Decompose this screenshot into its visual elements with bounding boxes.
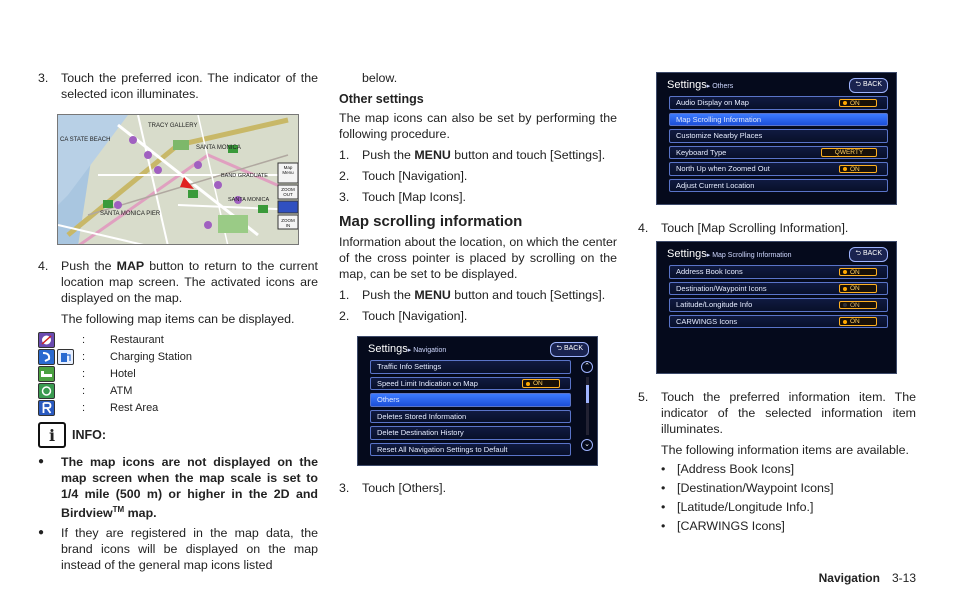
on-indicator: ON xyxy=(839,268,877,277)
map-scrolling-heading: Map scrolling information xyxy=(339,213,523,230)
bullet-dot: • xyxy=(661,500,666,514)
rest-area-icon xyxy=(38,400,55,416)
step-number: 3. xyxy=(38,71,49,85)
row-label: Deletes Stored Information xyxy=(377,411,467,421)
map-label: BAND GRADUATE xyxy=(221,173,268,179)
bullet-dot: • xyxy=(661,519,666,533)
screen-title: Settings xyxy=(368,343,408,355)
screen-breadcrumb: ▸ Others xyxy=(706,83,734,90)
step-number: 4. xyxy=(638,221,649,235)
row-label: Traffic Info Settings xyxy=(377,362,442,371)
step-text: Touch [Others]. xyxy=(362,481,447,495)
step-note: The following information items are available. xyxy=(661,443,909,457)
on-indicator: ON xyxy=(522,379,560,388)
row-label: Adjust Current Location xyxy=(676,180,755,190)
on-indicator: ON xyxy=(839,284,877,293)
continued-text: below. xyxy=(362,71,398,85)
bullet-dot: ● xyxy=(38,456,45,467)
row-latitude-longitude-info[interactable] xyxy=(669,298,888,312)
zoom-in-button[interactable]: ZOOM IN xyxy=(281,218,295,228)
row-label: Address Book Icons xyxy=(676,267,743,276)
scroll-step-3 xyxy=(339,480,617,496)
row-label: Reset All Navigation Settings to Default xyxy=(377,444,508,454)
step-text: Touch [Map Icons]. xyxy=(362,190,466,204)
step-text-pre: Push the xyxy=(61,259,117,273)
hotel-icon xyxy=(38,366,55,382)
info-item-label: [Address Book Icons] xyxy=(677,462,795,476)
atm-icon xyxy=(38,383,55,399)
legend-label: Rest Area xyxy=(110,401,159,414)
column-2 xyxy=(339,70,617,496)
step-text: Touch [Map Scrolling Information]. xyxy=(661,221,849,235)
scroll-step-2 xyxy=(339,308,617,324)
scroll-track[interactable] xyxy=(586,377,589,435)
step-number: 1. xyxy=(339,148,350,162)
scroll-step-1 xyxy=(339,287,617,303)
navigation-settings-screen xyxy=(357,336,598,466)
legend-row-restaurant xyxy=(38,331,318,348)
step-number: 2. xyxy=(339,309,350,323)
step-note: The following map items can be displayed. xyxy=(61,312,295,326)
info-bullet-2 xyxy=(38,525,318,573)
footer-section: Navigation xyxy=(818,571,880,585)
step-number: 2. xyxy=(339,169,350,183)
charging-station-icon xyxy=(57,349,74,365)
bullet-text-end: map. xyxy=(124,506,157,521)
step-number: 4. xyxy=(38,259,49,273)
map-key-label: MAP xyxy=(116,259,145,273)
page-footer xyxy=(819,571,916,585)
legend-label: Restaurant xyxy=(110,333,164,346)
info-icon: i xyxy=(38,422,66,448)
bullet-text: The map icons are not displayed on the map screen when the map scale is set to 1/4 mile (500 m) or higher in the 2D and Birdview xyxy=(61,455,318,521)
other-settings-heading: Other settings xyxy=(339,92,424,106)
other-settings-para: The map icons can also be set by performing the following procedure. xyxy=(339,111,617,141)
scrollbar[interactable] xyxy=(581,361,593,463)
trademark-sup: TM xyxy=(112,505,125,514)
step-4-map xyxy=(38,258,318,306)
map-label: SANTA MONICA PIER xyxy=(100,211,161,217)
charging-station-icon xyxy=(38,349,55,365)
column-1 xyxy=(38,70,318,573)
row-label: North Up when Zoomed Out xyxy=(676,164,770,173)
map-label: SANTA MONICA xyxy=(228,197,270,203)
legend-label: Charging Station xyxy=(110,350,192,363)
row-label: Keyboard Type xyxy=(676,147,727,157)
screen-header xyxy=(657,73,896,93)
row-label: Speed Limit Indication on Map xyxy=(377,378,478,388)
step-text: Touch the preferred information item. The indicator of the selected information item illuminates. xyxy=(661,390,916,436)
column-3 xyxy=(638,72,916,534)
restaurant-icon xyxy=(38,332,55,348)
on-indicator: ON xyxy=(839,165,877,174)
screen-title: Settings xyxy=(667,248,707,260)
back-button[interactable]: ⮌ BACK xyxy=(849,247,888,262)
step-5-touch xyxy=(638,389,916,437)
step-text: Touch [Navigation]. xyxy=(362,309,468,323)
map-items-legend xyxy=(38,331,318,416)
on-indicator: ON xyxy=(839,317,877,326)
row-speed-limit-indication[interactable] xyxy=(370,377,571,391)
step-text: Touch [Navigation]. xyxy=(362,169,468,183)
legend-colon: : xyxy=(82,384,86,397)
screen-header xyxy=(657,242,896,262)
step-3-icon xyxy=(38,70,318,102)
step-number: 5. xyxy=(638,390,649,404)
info-item-label: [Destination/Waypoint Icons] xyxy=(677,481,834,495)
info-item xyxy=(638,480,916,496)
row-audio-display-on-map[interactable] xyxy=(669,96,888,110)
row-others[interactable] xyxy=(370,393,571,407)
legend-colon: : xyxy=(82,401,86,414)
legend-row-charging xyxy=(38,348,318,365)
screen-breadcrumb: ▸ Map Scrolling Information xyxy=(706,252,792,259)
step-number: 3. xyxy=(339,481,350,495)
row-destination-waypoint-icons[interactable] xyxy=(669,282,888,296)
screen-title: Settings xyxy=(667,79,707,91)
other-step-2 xyxy=(339,168,617,184)
step-4-touch xyxy=(638,220,916,236)
legend-label: ATM xyxy=(110,384,133,397)
scroll-down-icon[interactable]: ⌄ xyxy=(581,439,593,451)
row-label: Destination/Waypoint Icons xyxy=(676,283,767,293)
step-number: 3. xyxy=(339,190,350,204)
row-map-scrolling-information[interactable] xyxy=(669,113,888,127)
info-item xyxy=(638,461,916,477)
row-carwings-icons[interactable] xyxy=(669,315,888,329)
step-text xyxy=(61,258,318,306)
keyboard-type-value: QWERTY xyxy=(821,148,877,157)
map-screenshot xyxy=(57,114,299,245)
step-text-post: button to return to the current location map screen. The activated icons are displayed on the map. xyxy=(61,259,318,305)
row-label: Audio Display on Map xyxy=(676,98,749,107)
row-label: Delete Destination History xyxy=(377,428,464,437)
screen-header xyxy=(358,337,597,357)
map-scrolling-para: Information about the location, on which the center of the cross pointer is placed by scrolling on the map, can be set to be displayed. xyxy=(339,235,617,281)
row-reset-navigation-settings[interactable] xyxy=(370,443,571,457)
back-label: BACK xyxy=(862,80,882,88)
menu-key-label: MENU xyxy=(414,148,451,162)
row-label: Map Scrolling Information xyxy=(676,114,762,124)
on-indicator: ON xyxy=(839,301,877,310)
info-item xyxy=(638,518,916,534)
row-address-book-icons[interactable] xyxy=(669,265,888,279)
step-text: Touch the preferred icon. The indicator of the selected icon illuminates. xyxy=(61,71,318,101)
map-scrolling-settings-screen xyxy=(656,241,897,374)
bullet-dot: • xyxy=(661,481,666,495)
back-button[interactable]: ⮌ BACK xyxy=(849,78,888,93)
page-number: 3-13 xyxy=(891,571,916,585)
map-menu-button[interactable]: Map Menu xyxy=(282,165,294,175)
bullet-dot: ● xyxy=(38,527,45,539)
info-label: INFO: xyxy=(72,428,107,442)
map-label: CA STATE BEACH xyxy=(60,137,111,143)
step-text-post: button and touch [Settings]. xyxy=(450,148,606,162)
info-heading xyxy=(38,422,318,448)
step-number: 1. xyxy=(339,288,350,302)
row-label: Customize Nearby Places xyxy=(676,131,763,140)
info-item-label: [CARWINGS Icons] xyxy=(677,519,785,533)
info-item-label: [Latitude/Longitude Info.] xyxy=(677,500,814,514)
step-text-post: button and touch [Settings]. xyxy=(450,288,606,302)
legend-row-rest-area xyxy=(38,399,318,416)
legend-colon: : xyxy=(82,333,86,346)
row-traffic-info-settings[interactable] xyxy=(370,360,571,374)
row-keyboard-type[interactable] xyxy=(669,146,888,160)
others-settings-screen xyxy=(656,72,897,205)
row-label: Latitude/Longitude Info xyxy=(676,300,753,309)
back-label: BACK xyxy=(862,249,882,257)
back-label: BACK xyxy=(563,344,583,352)
screen-breadcrumb: ▸ Navigation xyxy=(407,347,447,354)
on-indicator: ON xyxy=(839,99,877,108)
row-label: CARWINGS Icons xyxy=(676,316,738,326)
bullet-text: If they are registered in the map data, the brand icons will be displayed on the map instead of the general map icons listed xyxy=(61,526,318,573)
row-north-up-when-zoomed-out[interactable] xyxy=(669,162,888,176)
info-item xyxy=(638,499,916,515)
legend-label: Hotel xyxy=(110,367,136,380)
map-graphic xyxy=(58,115,299,245)
step-text-pre: Push the xyxy=(362,288,415,302)
row-delete-destination-history[interactable] xyxy=(370,426,571,440)
row-label: Others xyxy=(377,395,400,404)
row-deletes-stored-information[interactable] xyxy=(370,410,571,424)
other-step-1 xyxy=(339,147,617,163)
step-text-pre: Push the xyxy=(362,148,415,162)
legend-colon: : xyxy=(82,367,86,380)
scroll-up-icon[interactable]: ⌃ xyxy=(581,361,593,373)
bullet-dot: • xyxy=(661,462,666,476)
info-bullet-1 xyxy=(38,454,318,521)
back-button[interactable]: ⮌ BACK xyxy=(550,342,589,357)
legend-colon: : xyxy=(82,350,86,363)
legend-row-atm xyxy=(38,382,318,399)
row-adjust-current-location[interactable] xyxy=(669,179,888,193)
menu-key-label: MENU xyxy=(414,288,451,302)
legend-row-hotel xyxy=(38,365,318,382)
zoom-out-button[interactable]: ZOOM OUT xyxy=(281,187,295,197)
map-label: SANTA MONICA xyxy=(196,145,241,151)
row-customize-nearby-places[interactable] xyxy=(669,129,888,143)
map-label: TRACY GALLERY xyxy=(148,123,198,129)
other-step-3 xyxy=(339,189,617,205)
